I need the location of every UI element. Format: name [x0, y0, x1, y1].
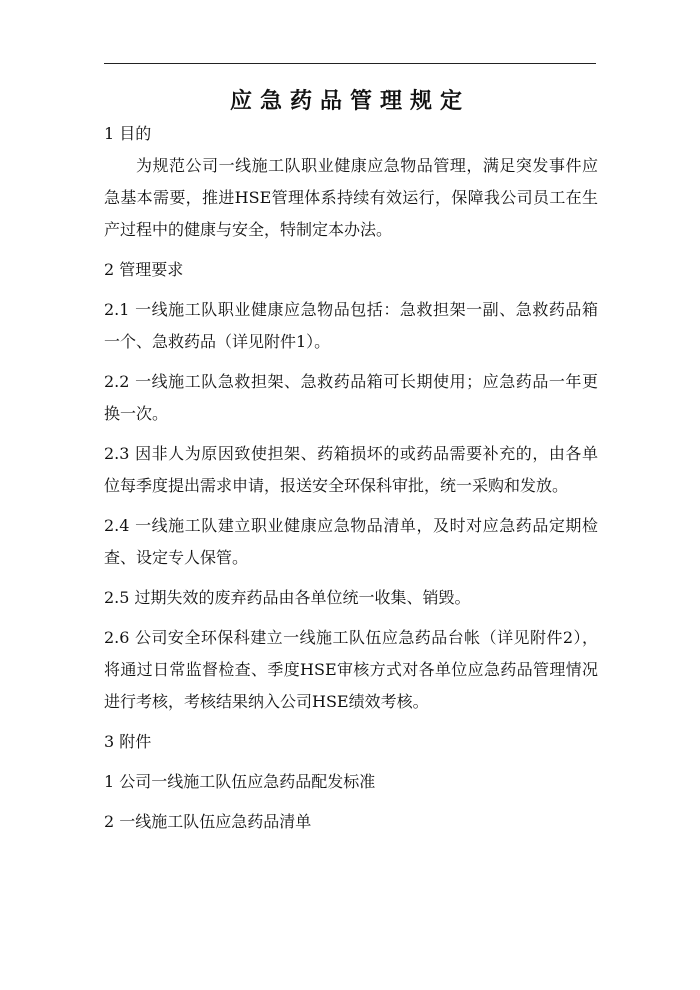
section-2-heading: 2 管理要求	[104, 260, 184, 279]
document-title: 应急药品管理规定	[229, 89, 470, 114]
attachment-2: 2 一线施工队伍应急药品清单	[104, 812, 312, 831]
section-3-heading: 3 附件	[104, 732, 152, 751]
document-body	[104, 118, 598, 838]
item-2-3: 2.3 因非人为原因致使担架、药箱损坏的或药品需要补充的，由各单位每季度提出需求申请，报送安全环保科审批，统一采购和发放。	[104, 444, 598, 495]
section-1-paragraph: 为规范公司一线施工队职业健康应急物品管理，满足突发事件应急基本需要，推进HSE管理体系持续有效运行，保障我公司员工在生产过程中的健康与安全，特制定本办法。	[104, 156, 598, 239]
attachment-1: 1 公司一线施工队伍应急药品配发标准	[104, 772, 376, 791]
header-rule	[104, 63, 596, 64]
item-2-5: 2.5 过期失效的废弃药品由各单位统一收集、销毁。	[104, 588, 471, 607]
item-2-6: 2.6 公司安全环保科建立一线施工队伍应急药品台帐（详见附件2），将通过日常监督检查、季度HSE审核方式对各单位应急药品管理情况进行考核，考核结果纳入公司HSE绩效考核。	[104, 628, 598, 711]
item-2-4: 2.4 一线施工队建立职业健康应急物品清单，及时对应急药品定期检查、设定专人保管。	[104, 516, 598, 567]
item-2-1: 2.1 一线施工队职业健康应急物品包括：急救担架一副、急救药品箱一个、急救药品（详见附件1）。	[104, 300, 598, 351]
section-1-heading: 1 目的	[104, 124, 152, 143]
item-2-2: 2.2 一线施工队急救担架、急救药品箱可长期使用；应急药品一年更换一次。	[104, 372, 598, 423]
